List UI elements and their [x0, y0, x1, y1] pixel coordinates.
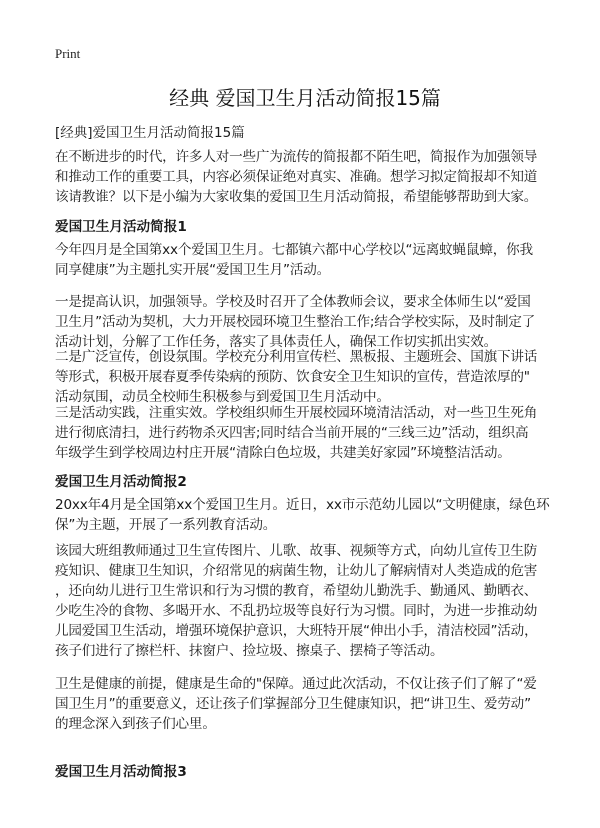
section-heading-3: 爱国卫生月活动简报3: [55, 764, 187, 780]
paragraph: 卫生是健康的前提，健康是生命的"保障。通过此次活动，不仅让孩子们了解了“爱 国卫生月”的重要意义，还让孩子们掌握部分卫生健康知识，把“讲卫生、爱劳动” 的理念深入到孩子们心里。: [55, 676, 537, 732]
print-link[interactable]: Print: [55, 46, 81, 61]
paragraph: 该园大班组教师通过卫生宣传图片、儿歌、故事、视频等方式，向幼儿宣传卫生防 疫知识、健康卫生知识，介绍常见的病菌生物，让幼儿了解病情对人类造成的危害 ，还向幼儿进行卫生常识和行为习惯的教育，希望幼儿勤洗手、勤通风、勤晒衣、 少吃生冷的食物、多喝开水、不乱扔垃圾等良好行为习惯。同时，为进一步推动幼 儿园爱国卫生活动，增强环境保护意识，大班特开展“伸出小手，清洁校园”活动， 孩子们进行了擦栏杆、抹窗户、捡垃圾、擦桌子、摆椅子等活动。: [55, 543, 538, 659]
paragraph: 二是广泛宣传，创设氛围。学校充分利用宣传栏、黑板报、主题班会、国旗下讲话 等形式，积极开展春夏季传染病的预防、饮食安全卫生知识的宣传，营造浓厚的" 活动氛围，动员全校师生积极参与到爱国卫生月活动中。: [55, 349, 538, 405]
document-subtitle: [经典]爱国卫生月活动简报15篇: [55, 125, 245, 141]
section-heading-2: 爱国卫生月活动简报2: [55, 474, 187, 490]
intro-paragraph: 在不断进步的时代，许多人对一些广为流传的简报都不陌生吧，简报作为加强领导 和推动工作的重要工具，内容必须保证绝对真实、准确。想学习拟定简报却不知道 该请教谁？以下是小编为大家收集的爱国卫生月活动简报，希望能够帮助到大家。: [55, 149, 538, 205]
paragraph: 今年四月是全国第xx个爱国卫生月。七都镇六都中心学校以“远离蚊蝇鼠蟑，你我 同享健康”为主题扎实开展“爱国卫生月”活动。: [55, 242, 533, 278]
paragraph: 一是提高认识，加强领导。学校及时召开了全体教师会议，要求全体师生以“爱国 卫生月”活动为契机，大力开展校园环境卫生整治工作;结合学校实际，及时制定了 活动计划，分解了工作任务，落实了具体责任人，确保工作切实抓出实效。: [55, 294, 536, 350]
paragraph: 三是活动实践，注重实效。学校组织师生开展校园环境清洁活动，对一些卫生死角 进行彻底清扫，进行药物杀灭四害;同时结合当前开展的“三线三边”活动，组织高 年级学生到学校周边村庄开展“清除白色垃圾，共建美好家园”环境整洁活动。: [55, 405, 538, 461]
section-heading-1: 爱国卫生月活动简报1: [55, 219, 187, 235]
paragraph: 20xx年4月是全国第xx个爱国卫生月。近日，xx市示范幼儿园以“文明健康，绿色环 保”为主题，开展了一系列教育活动。: [55, 497, 550, 533]
document-title: 经典 爱国卫生月活动简报15篇: [169, 86, 441, 110]
